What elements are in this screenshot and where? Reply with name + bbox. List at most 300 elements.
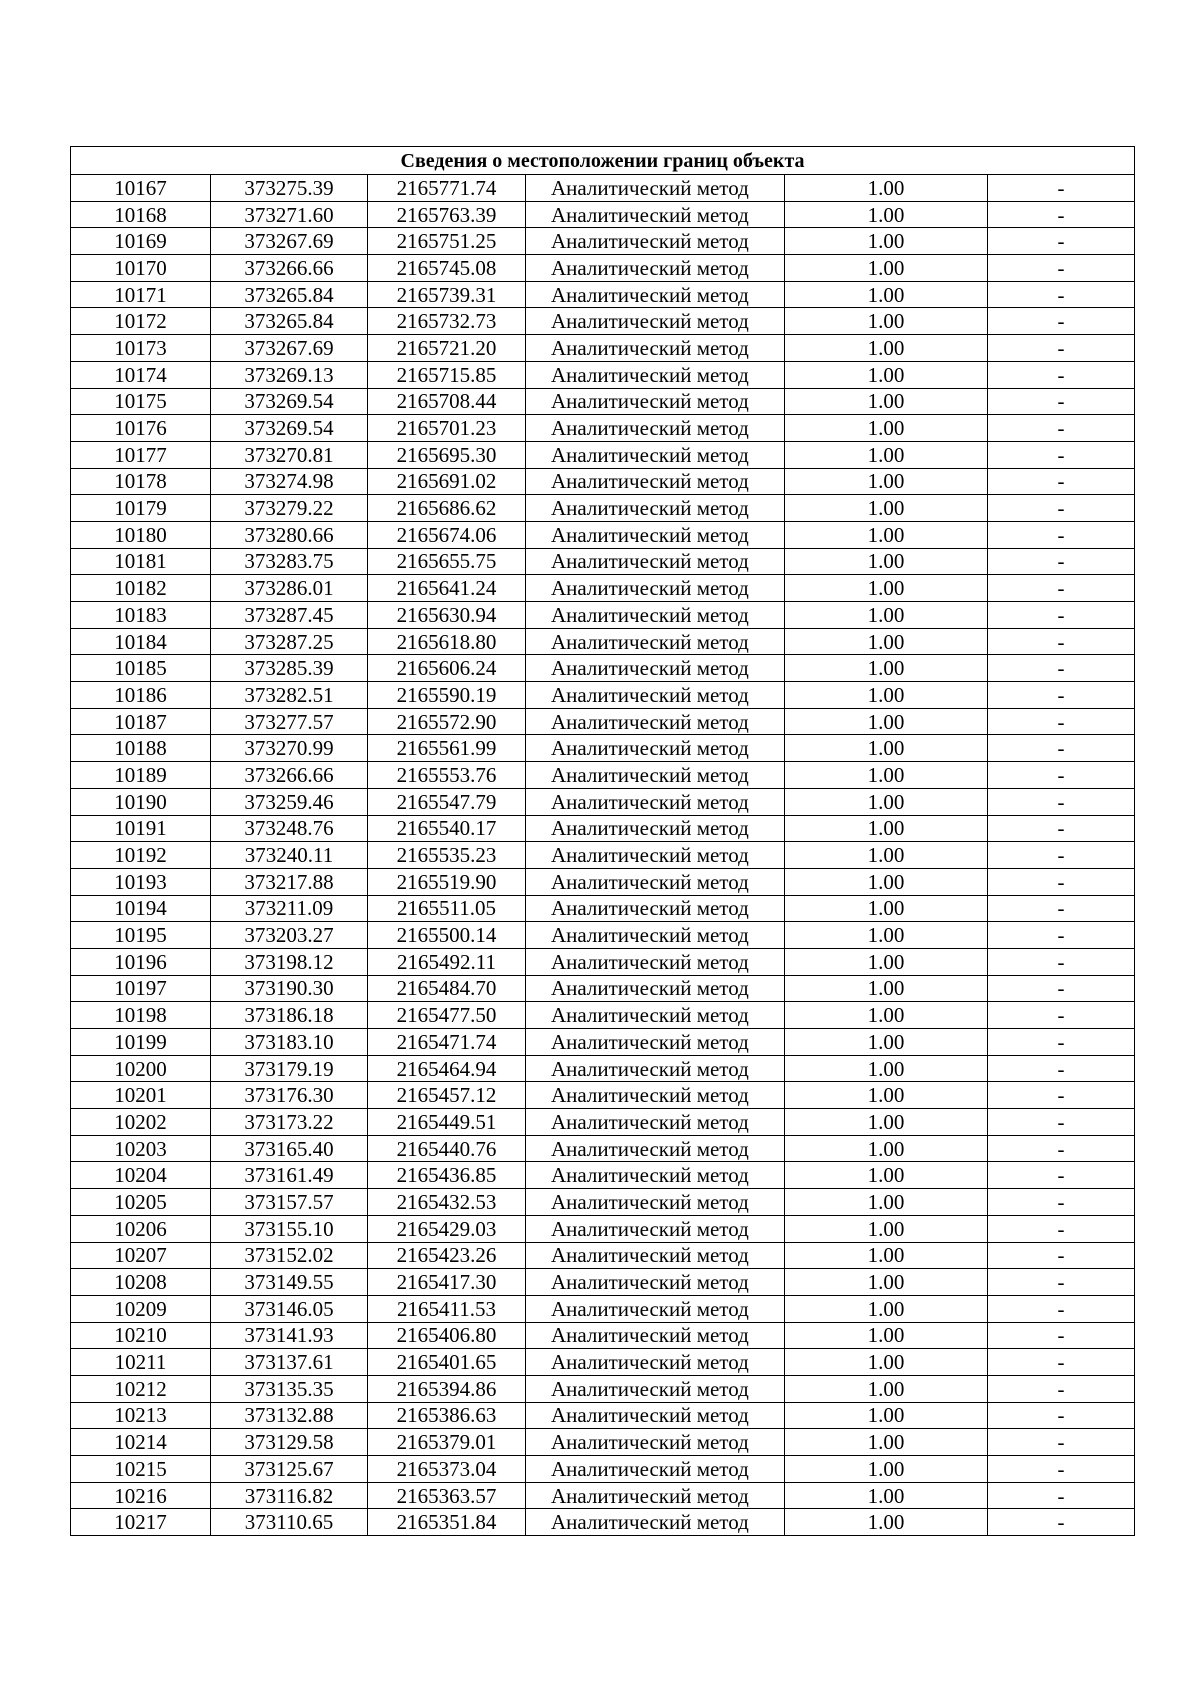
x-coordinate-cell: 373116.82: [211, 1482, 368, 1509]
description-cell: -: [988, 1482, 1135, 1509]
x-coordinate-cell: 373266.66: [211, 255, 368, 282]
y-coordinate-cell: 2165701.23: [368, 415, 526, 442]
accuracy-cell: 1.00: [785, 495, 988, 522]
table-row: [71, 602, 1135, 629]
point-number-cell: 10178: [71, 468, 211, 495]
x-coordinate-cell: 373280.66: [211, 521, 368, 548]
y-coordinate-cell: 2165732.73: [368, 308, 526, 335]
description-cell: -: [988, 521, 1135, 548]
description-cell: -: [988, 842, 1135, 869]
accuracy-cell: 1.00: [785, 1322, 988, 1349]
point-number-cell: 10183: [71, 602, 211, 629]
point-number-cell: 10205: [71, 1189, 211, 1216]
table-row: [71, 895, 1135, 922]
accuracy-cell: 1.00: [785, 255, 988, 282]
y-coordinate-cell: 2165721.20: [368, 335, 526, 362]
y-coordinate-cell: 2165686.62: [368, 495, 526, 522]
x-coordinate-cell: 373176.30: [211, 1082, 368, 1109]
y-coordinate-cell: 2165519.90: [368, 868, 526, 895]
accuracy-cell: 1.00: [785, 1456, 988, 1483]
method-cell: Аналитический метод: [526, 1082, 785, 1109]
method-cell: Аналитический метод: [526, 1375, 785, 1402]
method-cell: Аналитический метод: [526, 468, 785, 495]
method-cell: Аналитический метод: [526, 1189, 785, 1216]
description-cell: -: [988, 602, 1135, 629]
method-cell: Аналитический метод: [526, 735, 785, 762]
point-number-cell: 10179: [71, 495, 211, 522]
accuracy-cell: 1.00: [785, 468, 988, 495]
accuracy-cell: 1.00: [785, 682, 988, 709]
description-cell: -: [988, 1135, 1135, 1162]
x-coordinate-cell: 373287.45: [211, 602, 368, 629]
accuracy-cell: 1.00: [785, 308, 988, 335]
description-cell: -: [988, 1375, 1135, 1402]
x-coordinate-cell: 373286.01: [211, 575, 368, 602]
x-coordinate-cell: 373248.76: [211, 815, 368, 842]
point-number-cell: 10177: [71, 441, 211, 468]
method-cell: Аналитический метод: [526, 1002, 785, 1029]
description-cell: -: [988, 1162, 1135, 1189]
point-number-cell: 10175: [71, 388, 211, 415]
table-row: [71, 468, 1135, 495]
y-coordinate-cell: 2165401.65: [368, 1349, 526, 1376]
table-row: [71, 361, 1135, 388]
accuracy-cell: 1.00: [785, 1215, 988, 1242]
table-row: [71, 521, 1135, 548]
y-coordinate-cell: 2165379.01: [368, 1429, 526, 1456]
y-coordinate-cell: 2165429.03: [368, 1215, 526, 1242]
accuracy-cell: 1.00: [785, 548, 988, 575]
point-number-cell: 10211: [71, 1349, 211, 1376]
x-coordinate-cell: 373161.49: [211, 1162, 368, 1189]
accuracy-cell: 1.00: [785, 1082, 988, 1109]
table-row: [71, 1349, 1135, 1376]
boundary-coordinates-table: [70, 146, 1135, 1536]
x-coordinate-cell: 373282.51: [211, 682, 368, 709]
y-coordinate-cell: 2165373.04: [368, 1456, 526, 1483]
y-coordinate-cell: 2165606.24: [368, 655, 526, 682]
y-coordinate-cell: 2165432.53: [368, 1189, 526, 1216]
accuracy-cell: 1.00: [785, 655, 988, 682]
accuracy-cell: 1.00: [785, 735, 988, 762]
accuracy-cell: 1.00: [785, 1349, 988, 1376]
point-number-cell: 10171: [71, 281, 211, 308]
description-cell: -: [988, 1402, 1135, 1429]
accuracy-cell: 1.00: [785, 201, 988, 228]
y-coordinate-cell: 2165511.05: [368, 895, 526, 922]
description-cell: -: [988, 895, 1135, 922]
y-coordinate-cell: 2165763.39: [368, 201, 526, 228]
method-cell: Аналитический метод: [526, 1295, 785, 1322]
method-cell: Аналитический метод: [526, 1029, 785, 1056]
table-row: [71, 1215, 1135, 1242]
x-coordinate-cell: 373110.65: [211, 1509, 368, 1536]
point-number-cell: 10180: [71, 521, 211, 548]
description-cell: -: [988, 335, 1135, 362]
table-row: [71, 762, 1135, 789]
method-cell: Аналитический метод: [526, 815, 785, 842]
point-number-cell: 10212: [71, 1375, 211, 1402]
description-cell: -: [988, 708, 1135, 735]
point-number-cell: 10186: [71, 682, 211, 709]
accuracy-cell: 1.00: [785, 602, 988, 629]
table-row: [71, 1322, 1135, 1349]
point-number-cell: 10181: [71, 548, 211, 575]
point-number-cell: 10169: [71, 228, 211, 255]
x-coordinate-cell: 373271.60: [211, 201, 368, 228]
accuracy-cell: 1.00: [785, 1295, 988, 1322]
y-coordinate-cell: 2165561.99: [368, 735, 526, 762]
method-cell: Аналитический метод: [526, 1509, 785, 1536]
point-number-cell: 10213: [71, 1402, 211, 1429]
x-coordinate-cell: 373269.13: [211, 361, 368, 388]
method-cell: Аналитический метод: [526, 175, 785, 202]
table-row: [71, 1109, 1135, 1136]
description-cell: -: [988, 1029, 1135, 1056]
table-row: [71, 708, 1135, 735]
description-cell: -: [988, 1055, 1135, 1082]
description-cell: -: [988, 628, 1135, 655]
point-number-cell: 10203: [71, 1135, 211, 1162]
method-cell: Аналитический метод: [526, 1269, 785, 1296]
table-row: [71, 1162, 1135, 1189]
x-coordinate-cell: 373198.12: [211, 948, 368, 975]
x-coordinate-cell: 373165.40: [211, 1135, 368, 1162]
accuracy-cell: 1.00: [785, 815, 988, 842]
x-coordinate-cell: 373152.02: [211, 1242, 368, 1269]
accuracy-cell: 1.00: [785, 335, 988, 362]
description-cell: -: [988, 735, 1135, 762]
y-coordinate-cell: 2165708.44: [368, 388, 526, 415]
description-cell: -: [988, 575, 1135, 602]
x-coordinate-cell: 373186.18: [211, 1002, 368, 1029]
y-coordinate-cell: 2165449.51: [368, 1109, 526, 1136]
method-cell: Аналитический метод: [526, 842, 785, 869]
table-row: [71, 415, 1135, 442]
method-cell: Аналитический метод: [526, 868, 785, 895]
point-number-cell: 10214: [71, 1429, 211, 1456]
point-number-cell: 10200: [71, 1055, 211, 1082]
method-cell: Аналитический метод: [526, 1162, 785, 1189]
table-row: [71, 255, 1135, 282]
point-number-cell: 10208: [71, 1269, 211, 1296]
method-cell: Аналитический метод: [526, 255, 785, 282]
point-number-cell: 10193: [71, 868, 211, 895]
y-coordinate-cell: 2165547.79: [368, 788, 526, 815]
description-cell: -: [988, 388, 1135, 415]
accuracy-cell: 1.00: [785, 1109, 988, 1136]
accuracy-cell: 1.00: [785, 1162, 988, 1189]
accuracy-cell: 1.00: [785, 762, 988, 789]
method-cell: Аналитический метод: [526, 521, 785, 548]
x-coordinate-cell: 373269.54: [211, 415, 368, 442]
method-cell: Аналитический метод: [526, 602, 785, 629]
table-row: [71, 975, 1135, 1002]
table-row: [71, 1402, 1135, 1429]
point-number-cell: 10192: [71, 842, 211, 869]
point-number-cell: 10167: [71, 175, 211, 202]
description-cell: -: [988, 682, 1135, 709]
y-coordinate-cell: 2165751.25: [368, 228, 526, 255]
accuracy-cell: 1.00: [785, 1402, 988, 1429]
accuracy-cell: 1.00: [785, 708, 988, 735]
x-coordinate-cell: 373269.54: [211, 388, 368, 415]
description-cell: -: [988, 308, 1135, 335]
description-cell: -: [988, 468, 1135, 495]
point-number-cell: 10176: [71, 415, 211, 442]
table-row: [71, 388, 1135, 415]
x-coordinate-cell: 373157.57: [211, 1189, 368, 1216]
y-coordinate-cell: 2165618.80: [368, 628, 526, 655]
table-row: [71, 1375, 1135, 1402]
table-row: [71, 1189, 1135, 1216]
accuracy-cell: 1.00: [785, 388, 988, 415]
accuracy-cell: 1.00: [785, 281, 988, 308]
accuracy-cell: 1.00: [785, 975, 988, 1002]
point-number-cell: 10201: [71, 1082, 211, 1109]
y-coordinate-cell: 2165540.17: [368, 815, 526, 842]
x-coordinate-cell: 373135.35: [211, 1375, 368, 1402]
method-cell: Аналитический метод: [526, 948, 785, 975]
accuracy-cell: 1.00: [785, 1242, 988, 1269]
method-cell: Аналитический метод: [526, 1135, 785, 1162]
point-number-cell: 10206: [71, 1215, 211, 1242]
description-cell: -: [988, 1109, 1135, 1136]
description-cell: -: [988, 1295, 1135, 1322]
table-row: [71, 1269, 1135, 1296]
x-coordinate-cell: 373259.46: [211, 788, 368, 815]
point-number-cell: 10188: [71, 735, 211, 762]
description-cell: -: [988, 922, 1135, 949]
point-number-cell: 10173: [71, 335, 211, 362]
x-coordinate-cell: 373155.10: [211, 1215, 368, 1242]
table-row: [71, 655, 1135, 682]
x-coordinate-cell: 373267.69: [211, 228, 368, 255]
table-row: [71, 868, 1135, 895]
y-coordinate-cell: 2165691.02: [368, 468, 526, 495]
accuracy-cell: 1.00: [785, 922, 988, 949]
x-coordinate-cell: 373265.84: [211, 308, 368, 335]
method-cell: Аналитический метод: [526, 201, 785, 228]
description-cell: -: [988, 948, 1135, 975]
method-cell: Аналитический метод: [526, 1109, 785, 1136]
y-coordinate-cell: 2165771.74: [368, 175, 526, 202]
table-row: [71, 1029, 1135, 1056]
point-number-cell: 10190: [71, 788, 211, 815]
point-number-cell: 10210: [71, 1322, 211, 1349]
table-row: [71, 575, 1135, 602]
table-row: [71, 228, 1135, 255]
point-number-cell: 10207: [71, 1242, 211, 1269]
description-cell: -: [988, 1082, 1135, 1109]
x-coordinate-cell: 373149.55: [211, 1269, 368, 1296]
point-number-cell: 10197: [71, 975, 211, 1002]
x-coordinate-cell: 373277.57: [211, 708, 368, 735]
x-coordinate-cell: 373283.75: [211, 548, 368, 575]
point-number-cell: 10191: [71, 815, 211, 842]
description-cell: -: [988, 361, 1135, 388]
accuracy-cell: 1.00: [785, 521, 988, 548]
description-cell: -: [988, 1456, 1135, 1483]
table-row: [71, 948, 1135, 975]
point-number-cell: 10189: [71, 762, 211, 789]
x-coordinate-cell: 373267.69: [211, 335, 368, 362]
method-cell: Аналитический метод: [526, 228, 785, 255]
x-coordinate-cell: 373203.27: [211, 922, 368, 949]
description-cell: -: [988, 281, 1135, 308]
y-coordinate-cell: 2165394.86: [368, 1375, 526, 1402]
point-number-cell: 10199: [71, 1029, 211, 1056]
table-row: [71, 441, 1135, 468]
table-row: [71, 815, 1135, 842]
method-cell: Аналитический метод: [526, 1349, 785, 1376]
description-cell: -: [988, 175, 1135, 202]
table-row: [71, 1429, 1135, 1456]
accuracy-cell: 1.00: [785, 1002, 988, 1029]
table-row: [71, 1509, 1135, 1536]
accuracy-cell: 1.00: [785, 1375, 988, 1402]
table-row: [71, 1482, 1135, 1509]
x-coordinate-cell: 373129.58: [211, 1429, 368, 1456]
y-coordinate-cell: 2165386.63: [368, 1402, 526, 1429]
description-cell: -: [988, 1509, 1135, 1536]
x-coordinate-cell: 373270.81: [211, 441, 368, 468]
method-cell: Аналитический метод: [526, 548, 785, 575]
y-coordinate-cell: 2165477.50: [368, 1002, 526, 1029]
point-number-cell: 10172: [71, 308, 211, 335]
table-row: [71, 628, 1135, 655]
description-cell: -: [988, 868, 1135, 895]
point-number-cell: 10202: [71, 1109, 211, 1136]
description-cell: -: [988, 255, 1135, 282]
x-coordinate-cell: 373190.30: [211, 975, 368, 1002]
accuracy-cell: 1.00: [785, 415, 988, 442]
point-number-cell: 10194: [71, 895, 211, 922]
description-cell: -: [988, 415, 1135, 442]
description-cell: -: [988, 1349, 1135, 1376]
method-cell: Аналитический метод: [526, 628, 785, 655]
x-coordinate-cell: 373173.22: [211, 1109, 368, 1136]
point-number-cell: 10209: [71, 1295, 211, 1322]
table-row: [71, 922, 1135, 949]
table-row: [71, 1456, 1135, 1483]
point-number-cell: 10216: [71, 1482, 211, 1509]
method-cell: Аналитический метод: [526, 682, 785, 709]
table-row: [71, 335, 1135, 362]
x-coordinate-cell: 373183.10: [211, 1029, 368, 1056]
method-cell: Аналитический метод: [526, 308, 785, 335]
x-coordinate-cell: 373146.05: [211, 1295, 368, 1322]
point-number-cell: 10170: [71, 255, 211, 282]
method-cell: Аналитический метод: [526, 895, 785, 922]
y-coordinate-cell: 2165351.84: [368, 1509, 526, 1536]
table-row: [71, 788, 1135, 815]
accuracy-cell: 1.00: [785, 441, 988, 468]
table-caption-row: [71, 147, 1135, 175]
y-coordinate-cell: 2165417.30: [368, 1269, 526, 1296]
method-cell: Аналитический метод: [526, 415, 785, 442]
description-cell: -: [988, 441, 1135, 468]
x-coordinate-cell: 373125.67: [211, 1456, 368, 1483]
x-coordinate-cell: 373179.19: [211, 1055, 368, 1082]
point-number-cell: 10195: [71, 922, 211, 949]
description-cell: -: [988, 495, 1135, 522]
point-number-cell: 10204: [71, 1162, 211, 1189]
accuracy-cell: 1.00: [785, 361, 988, 388]
table-row: [71, 281, 1135, 308]
y-coordinate-cell: 2165440.76: [368, 1135, 526, 1162]
accuracy-cell: 1.00: [785, 575, 988, 602]
y-coordinate-cell: 2165464.94: [368, 1055, 526, 1082]
table-row: [71, 175, 1135, 202]
y-coordinate-cell: 2165641.24: [368, 575, 526, 602]
y-coordinate-cell: 2165715.85: [368, 361, 526, 388]
method-cell: Аналитический метод: [526, 441, 785, 468]
y-coordinate-cell: 2165572.90: [368, 708, 526, 735]
accuracy-cell: 1.00: [785, 895, 988, 922]
table-row: [71, 548, 1135, 575]
y-coordinate-cell: 2165695.30: [368, 441, 526, 468]
x-coordinate-cell: 373279.22: [211, 495, 368, 522]
description-cell: -: [988, 1242, 1135, 1269]
method-cell: Аналитический метод: [526, 575, 785, 602]
point-number-cell: 10184: [71, 628, 211, 655]
x-coordinate-cell: 373270.99: [211, 735, 368, 762]
point-number-cell: 10174: [71, 361, 211, 388]
x-coordinate-cell: 373137.61: [211, 1349, 368, 1376]
table-row: [71, 1055, 1135, 1082]
accuracy-cell: 1.00: [785, 1429, 988, 1456]
x-coordinate-cell: 373274.98: [211, 468, 368, 495]
table-row: [71, 1242, 1135, 1269]
method-cell: Аналитический метод: [526, 388, 785, 415]
table-caption: Сведения о местоположении границ объекта: [71, 147, 1135, 175]
table-row: [71, 308, 1135, 335]
method-cell: Аналитический метод: [526, 1055, 785, 1082]
description-cell: -: [988, 788, 1135, 815]
description-cell: -: [988, 1189, 1135, 1216]
y-coordinate-cell: 2165590.19: [368, 682, 526, 709]
y-coordinate-cell: 2165492.11: [368, 948, 526, 975]
y-coordinate-cell: 2165739.31: [368, 281, 526, 308]
accuracy-cell: 1.00: [785, 1509, 988, 1536]
y-coordinate-cell: 2165363.57: [368, 1482, 526, 1509]
x-coordinate-cell: 373265.84: [211, 281, 368, 308]
accuracy-cell: 1.00: [785, 1135, 988, 1162]
method-cell: Аналитический метод: [526, 975, 785, 1002]
y-coordinate-cell: 2165674.06: [368, 521, 526, 548]
table-row: [71, 495, 1135, 522]
y-coordinate-cell: 2165411.53: [368, 1295, 526, 1322]
description-cell: -: [988, 762, 1135, 789]
y-coordinate-cell: 2165535.23: [368, 842, 526, 869]
description-cell: -: [988, 975, 1135, 1002]
table-row: [71, 682, 1135, 709]
method-cell: Аналитический метод: [526, 1215, 785, 1242]
y-coordinate-cell: 2165406.80: [368, 1322, 526, 1349]
y-coordinate-cell: 2165436.85: [368, 1162, 526, 1189]
accuracy-cell: 1.00: [785, 628, 988, 655]
accuracy-cell: 1.00: [785, 1055, 988, 1082]
accuracy-cell: 1.00: [785, 1189, 988, 1216]
table-row: [71, 1135, 1135, 1162]
x-coordinate-cell: 373211.09: [211, 895, 368, 922]
method-cell: Аналитический метод: [526, 335, 785, 362]
method-cell: Аналитический метод: [526, 788, 785, 815]
table-row: [71, 1002, 1135, 1029]
method-cell: Аналитический метод: [526, 361, 785, 388]
x-coordinate-cell: 373132.88: [211, 1402, 368, 1429]
